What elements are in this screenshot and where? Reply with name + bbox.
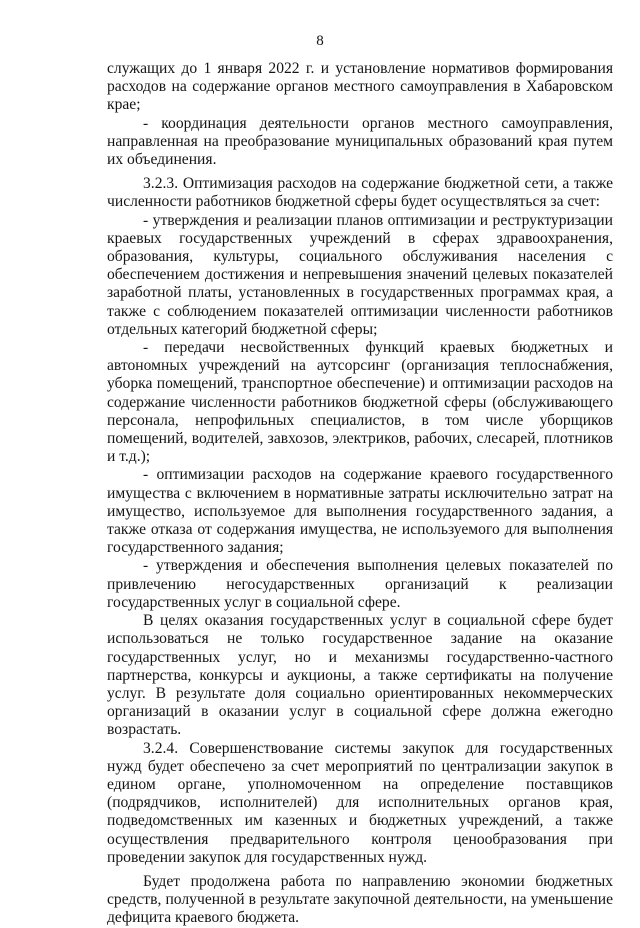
- list-item: - оптимизации расходов на содержание краевого государственного имущества с включением в нормативные затраты исключительно затрат на имущество, используемое для выполнения государственного задания, а также отказа от содержания имущества, не используемого для выполнения государственного задания;: [107, 466, 613, 557]
- list-item: - утверждения и реализации планов оптимизации и реструктуризации краевых государственных учреждений в сферах здравоохранения, образования, культуры, социального обслуживания населения с обеспечением достижения и непревышения значений целевых показателей заработной платы, установленных в государственных программах края, а также с соблюдением показателей оптимизации численности работников отдельных категорий бюджетной сферы;: [107, 211, 613, 338]
- list-item: - передачи несвойственных функций краевых бюджетных и автономных учреждений на аутсорсинг (организация теплоснабжения, уборка помещений, транспортное обеспечение) и оптимизации расходов на содержание численности работников бюджетной сферы (обслуживающего персонала, непрофильных специалистов, в том числе уборщиков помещений, водителей, завхозов, электриков, рабочих, слесарей, плотников и т.д.);: [107, 339, 613, 466]
- paragraph: В целях оказания государственных услуг в социальной сфере будет использоваться не только государственное задание на оказание государственных услуг, но и механизмы государственно-частного партнерства, конкурсы и аукционы, а также сертификаты на получение услуг. В результате доля социально ориентированных некоммерческих организаций в оказании услуг в социальной сфере должна ежегодно возрастать.: [107, 612, 613, 739]
- section-heading-paragraph: 3.2.4. Совершенствование системы закупок для государственных нужд будет обеспечено за счет мероприятий по централизации закупок в едином органе, уполномоченном на определение поставщиков (подрядчиков, исполнителей) для исполнительных органов края, подведомственных им казенных и бюджетных учреждений, а также осуществления предварительного контроля ценообразования при проведении закупок для государственных нужд.: [107, 739, 613, 866]
- document-body: [107, 60, 613, 928]
- paragraph: Будет продолжена работа по направлению экономии бюджетных средств, полученной в результате закупочной деятельности, на уменьшение дефицита краевого бюджета.: [107, 872, 613, 927]
- page-number: 8: [316, 33, 324, 49]
- paragraph: служащих до 1 января 2022 г. и установление нормативов формирования расходов на содержание органов местного самоуправления в Хабаровском крае;: [107, 60, 613, 114]
- list-item: - координация деятельности органов местного самоуправления, направленная на преобразование муниципальных образований края путем их объединения.: [107, 114, 613, 169]
- list-item: - утверждения и обеспечения выполнения целевых показателей по привлечению негосударственных организаций к реализации государственных услуг в социальной сфере.: [107, 557, 613, 611]
- section-heading-paragraph: 3.2.3. Оптимизация расходов на содержание бюджетной сети, а также численности работников бюджетной сферы будет осуществляться за счет:: [107, 175, 613, 211]
